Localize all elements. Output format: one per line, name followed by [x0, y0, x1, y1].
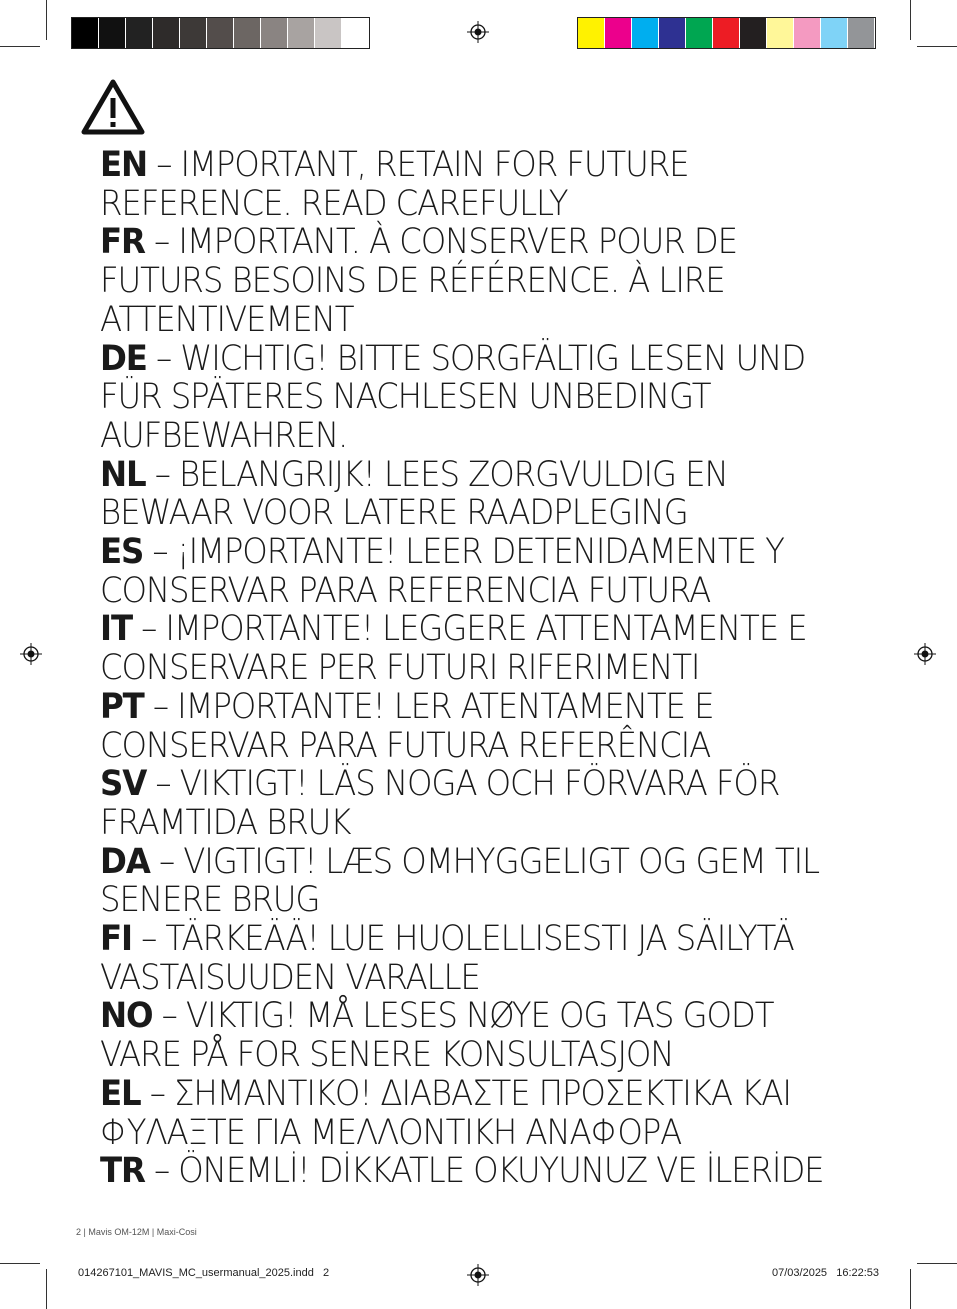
color-swatch — [261, 18, 288, 48]
crop-mark — [0, 1263, 40, 1264]
footer-separator: | — [149, 1227, 157, 1237]
color-swatch — [72, 18, 99, 48]
color-swatch — [153, 18, 180, 48]
footer-separator: | — [81, 1227, 89, 1237]
slug-filename: 014267101_MAVIS_MC_usermanual_2025.indd 2 — [78, 1267, 330, 1279]
color-swatch — [713, 18, 740, 48]
color-swatch — [288, 18, 315, 48]
color-swatch — [659, 18, 686, 48]
color-swatch — [234, 18, 261, 48]
color-swatch — [126, 18, 153, 48]
color-swatch — [686, 18, 713, 48]
language-code: DE — [100, 338, 147, 379]
crop-mark — [917, 46, 957, 47]
safety-notice-list — [100, 146, 852, 1191]
notice-text: – WICHTIG! BITTE SORGFÄLTIG LESEN UND FÜR SPÄTERES NACHLESEN UNBEDINGT AUFBEWAHREN. — [100, 338, 806, 456]
page-footer — [76, 1227, 197, 1237]
color-swatch — [99, 18, 126, 48]
page-number: 2 — [76, 1227, 82, 1237]
crop-mark — [910, 1269, 911, 1309]
warning-triangle-icon — [80, 78, 146, 136]
notice-text: – IMPORTANT, RETAIN FOR FUTURE REFERENCE. READ CAREFULLY — [100, 145, 689, 224]
language-code: FI — [100, 919, 132, 960]
notice-da — [100, 843, 852, 920]
notice-de — [100, 340, 852, 456]
notice-text: – VIGTIGT! LÆS OMHYGGELIGT OG GEM TIL SENERE BRUG — [100, 841, 819, 921]
notice-fi — [100, 920, 852, 997]
color-swatch — [821, 18, 848, 48]
notice-text: – IMPORTANT. À CONSERVER POUR DE FUTURS BESOINS DE RÉFÉRENCE. À LIRE ATTENTIVEMENT — [100, 222, 737, 340]
notice-pt — [100, 688, 852, 765]
registration-mark-icon — [914, 643, 936, 665]
notice-it — [100, 610, 852, 687]
language-code: NL — [100, 454, 146, 495]
registration-mark-icon — [20, 643, 42, 665]
brand-name: Maxi-Cosi — [156, 1227, 197, 1237]
crop-mark — [917, 1263, 957, 1264]
notice-text: – ÖNEMLİ! DİKKATLE OKUYUNUZ VE İLERİDE — [144, 1151, 824, 1192]
notice-text: – IMPORTANTE! LER ATENTAMENTE E CONSERVAR PARA FUTURA REFERÊNCIA — [100, 686, 714, 766]
notice-text: – VIKTIG! MÅ LESES NØYE OG TAS GODT VARE PÅ FOR SENERE KONSULTASJON — [100, 996, 774, 1076]
language-code: DA — [100, 841, 150, 882]
color-swatch — [740, 18, 767, 48]
language-code: FR — [100, 222, 145, 263]
notice-text: – TÄRKEÄÄ! LUE HUOLELLISESTI JA SÄILYTÄ VASTAISUUDEN VARALLE — [100, 919, 794, 998]
language-code: IT — [100, 609, 132, 650]
crop-mark — [46, 1269, 47, 1309]
slug-timestamp: 07/03/2025 16:22:53 — [772, 1267, 880, 1279]
color-swatch — [794, 18, 821, 48]
color-swatch — [207, 18, 234, 48]
notice-text: – ¡IMPORTANTE! LEER DETENIDAMENTE Y CONSERVAR PARA REFERENCIA FUTURA — [100, 532, 784, 611]
color-swatch — [342, 18, 369, 48]
notice-tr — [100, 1152, 852, 1191]
notice-no — [100, 997, 852, 1074]
notice-nl — [100, 456, 852, 533]
notice-en — [100, 146, 852, 223]
registration-mark-icon — [467, 1264, 489, 1286]
gray-swatch-bar — [71, 17, 370, 49]
color-swatch — [767, 18, 794, 48]
language-code: EN — [100, 145, 148, 185]
language-code: SV — [100, 764, 147, 805]
language-code: EL — [100, 1073, 141, 1114]
notice-es — [100, 533, 852, 610]
notice-sv — [100, 765, 852, 842]
notice-text: – IMPORTANTE! LEGGERE ATTENTAMENTE E CONSERVARE PER FUTURI RIFERIMENTI — [100, 609, 807, 689]
language-code: PT — [100, 686, 144, 727]
notice-el — [100, 1075, 852, 1152]
color-swatch — [632, 18, 659, 48]
product-name: Mavis OM-12M — [88, 1227, 150, 1237]
notice-text: – VIKTIGT! LÄS NOGA OCH FÖRVARA FÖR FRAMTIDA BRUK — [100, 764, 780, 843]
language-code: ES — [100, 532, 144, 573]
color-swatch — [315, 18, 342, 48]
color-swatch — [578, 18, 605, 48]
color-swatch — [180, 18, 207, 48]
language-code: NO — [100, 996, 153, 1037]
crop-mark — [0, 46, 40, 47]
notice-text: – BELANGRIJK! LEES ZORGVULDIG EN BEWAAR VOOR LATERE RAADPLEGING — [100, 454, 728, 534]
registration-mark-icon — [467, 21, 489, 43]
color-swatch-bar — [577, 17, 876, 49]
color-swatch — [848, 18, 875, 48]
language-code: TR — [100, 1151, 145, 1192]
color-swatch — [605, 18, 632, 48]
crop-mark — [910, 0, 911, 40]
notice-fr — [100, 223, 852, 339]
notice-text: – ΣΗΜΑΝΤΙΚΟ! ΔΙΑΒΑΣΤΕ ΠΡΟΣΕΚΤΙΚΑ ΚΑΙ ΦΥΛΑΞΤΕ ΓΙΑ ΜΕΛΛΟΝΤΙΚΗ ΑΝΑΦΟΡΑ — [100, 1073, 791, 1153]
crop-mark — [46, 0, 47, 40]
